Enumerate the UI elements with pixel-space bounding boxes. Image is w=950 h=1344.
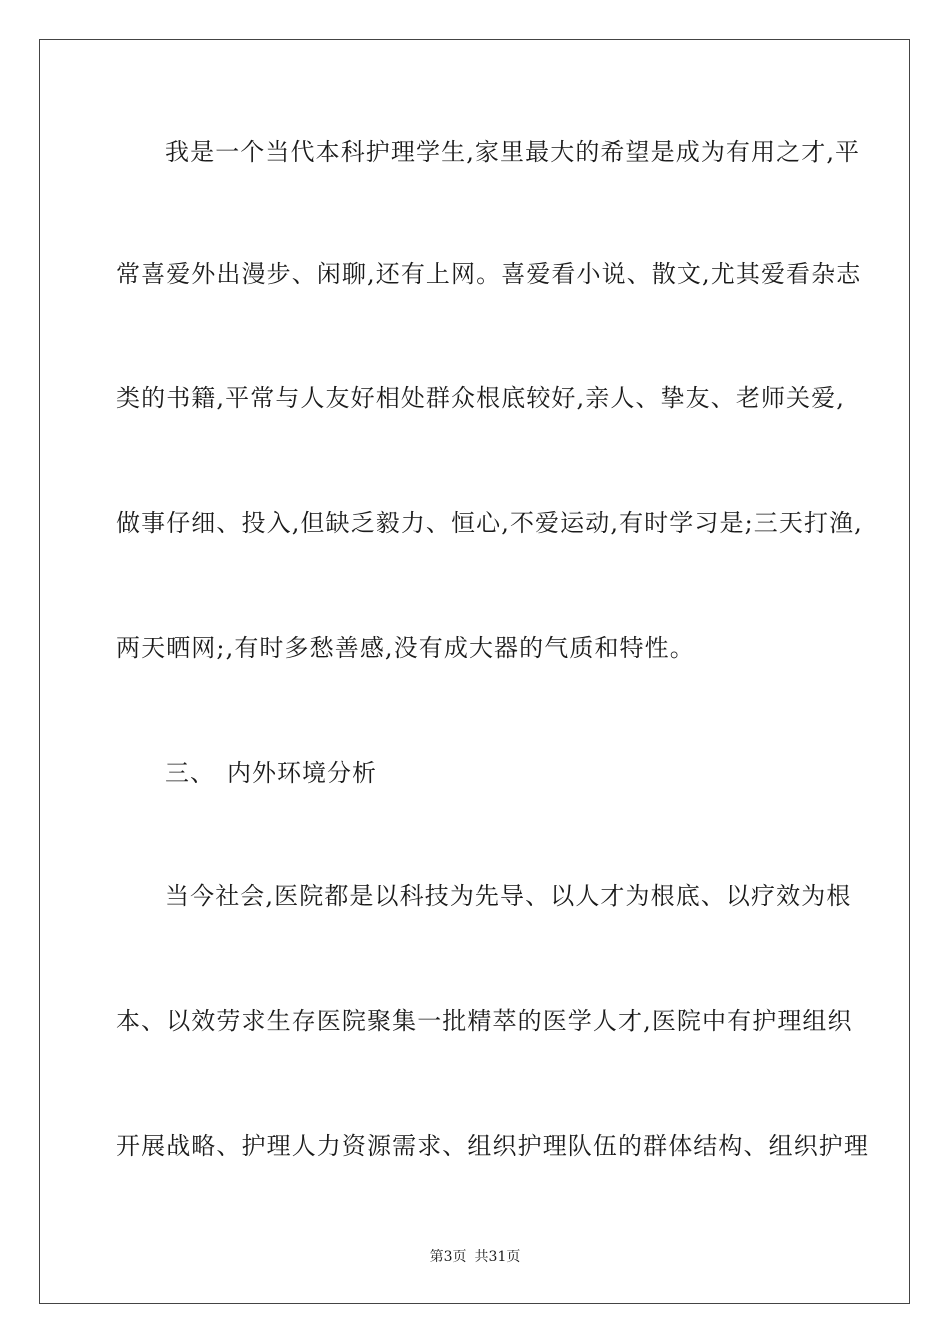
paragraph-line: 做事仔细、投入,但缺乏毅力、恒心,不爱运动,有时学习是;三天打渔, [116, 509, 863, 537]
section-heading [165, 758, 377, 788]
section-title: 内外环境分析 [227, 759, 377, 787]
paragraph-line: 开展战略、护理人力资源需求、组织护理队伍的群体结构、组织护理 [116, 1132, 869, 1160]
paragraph-line: 两天晒网;,有时多愁善感,没有成大器的气质和特性。 [116, 634, 695, 662]
paragraph-line: 我是一个当代本科护理学生,家里最大的希望是成为有用之才,平 [165, 138, 861, 166]
paragraph-line: 当今社会,医院都是以科技为先导、以人才为根底、以疗效为根 [165, 882, 852, 910]
page-footer [0, 1248, 950, 1266]
paragraph-line: 类的书籍,平常与人友好相处群众根底较好,亲人、挚友、老师关爱, [116, 384, 845, 412]
section-number: 三、 [165, 759, 215, 787]
paragraph-line: 常喜爱外出漫步、闲聊,还有上网。喜爱看小说、散文,尤其爱看杂志 [116, 260, 862, 288]
page-total: 共31页 [474, 1249, 521, 1265]
page-border [39, 39, 910, 1304]
paragraph-line: 本、以效劳求生存医院聚集一批精萃的医学人才,医院中有护理组织 [116, 1007, 853, 1035]
page-number: 第3页 [429, 1249, 467, 1265]
